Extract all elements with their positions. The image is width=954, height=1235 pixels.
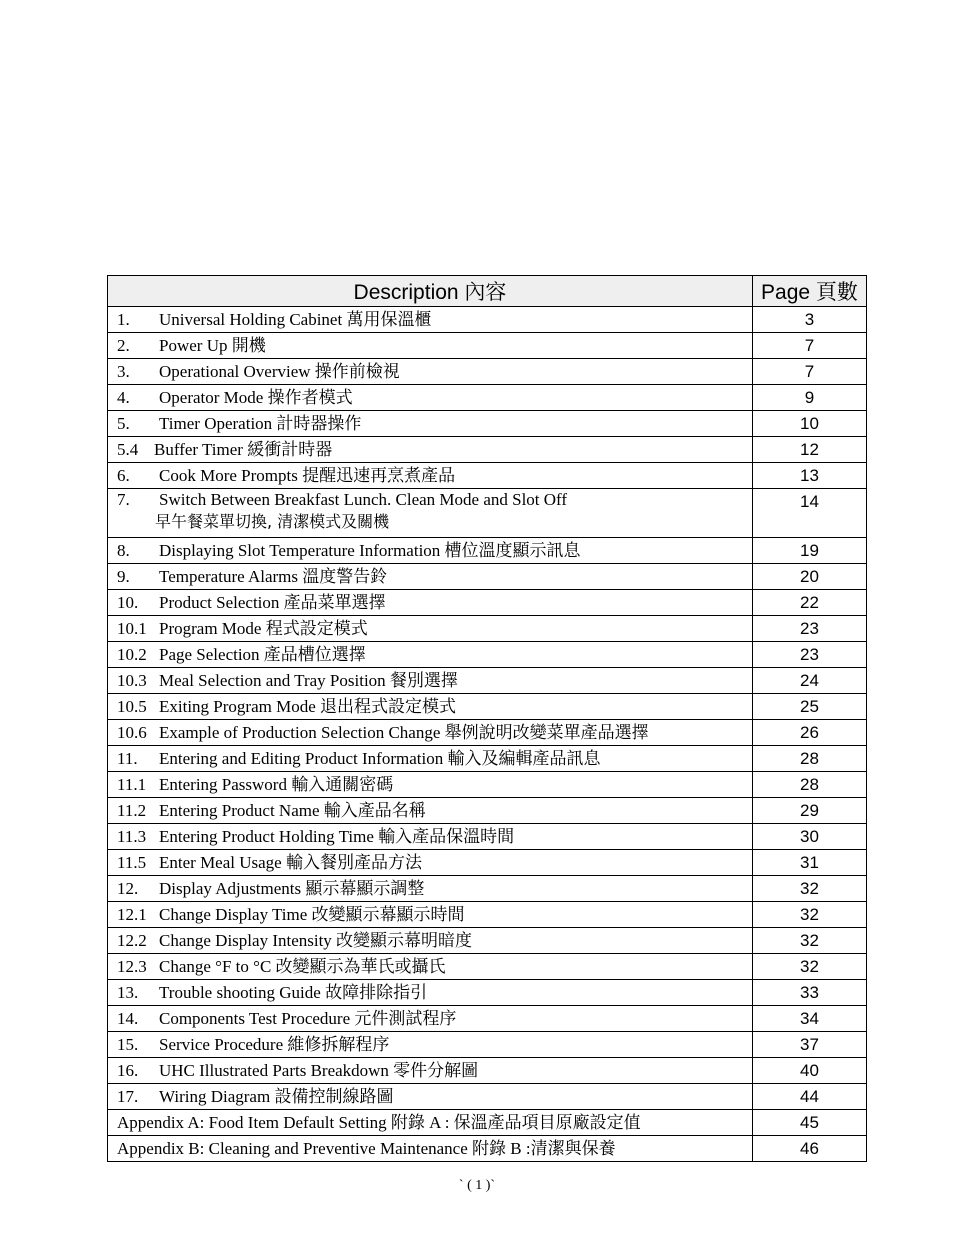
toc-entry-description bbox=[108, 668, 753, 694]
table-row bbox=[108, 333, 867, 359]
toc-entry-title: Change Display Time 改變顯示幕顯示時間 bbox=[159, 904, 465, 924]
toc-entry-title: Entering and Editing Product Information 輸入及編輯產品訊息 bbox=[159, 748, 601, 768]
toc-entry-description bbox=[108, 746, 753, 772]
toc-entry-number: 16. bbox=[117, 1060, 139, 1080]
table-row bbox=[108, 798, 867, 824]
table-row bbox=[108, 1058, 867, 1084]
toc-entry-title: Entering Product Name 輸入產品名稱 bbox=[159, 800, 426, 820]
toc-entry-page: 23 bbox=[753, 642, 867, 668]
toc-entry-title-continued: 早午餐菜單切換, 清潔模式及關機 bbox=[155, 512, 390, 531]
toc-entry-number: 11.3 bbox=[117, 826, 147, 846]
toc-entry-page: 46 bbox=[753, 1136, 867, 1162]
toc-entry-title: Enter Meal Usage 輸入餐別產品方法 bbox=[159, 852, 422, 872]
table-row bbox=[108, 590, 867, 616]
toc-entry-description bbox=[108, 694, 753, 720]
toc-entry-number: 10.2 bbox=[117, 644, 147, 664]
toc-entry-page: 30 bbox=[753, 824, 867, 850]
toc-entry-number: 10. bbox=[117, 592, 139, 612]
toc-entry-number: 7. bbox=[117, 490, 130, 509]
toc-entry-title: Meal Selection and Tray Position 餐別選擇 bbox=[159, 670, 458, 690]
toc-entry-description bbox=[108, 928, 753, 954]
toc-entry-page: 32 bbox=[753, 954, 867, 980]
toc-entry-number: 9. bbox=[117, 566, 130, 586]
toc-entry-number: 1. bbox=[117, 309, 130, 329]
toc-entry-page: 7 bbox=[753, 333, 867, 359]
toc-entry-number: 12.2 bbox=[117, 930, 147, 950]
toc-entry-number: 10.6 bbox=[117, 722, 147, 742]
toc-entry-number: 5.4 bbox=[117, 439, 139, 459]
toc-entry-description bbox=[108, 538, 753, 564]
table-row bbox=[108, 746, 867, 772]
table-row bbox=[108, 616, 867, 642]
toc-entry-title: Exiting Program Mode 退出程式設定模式 bbox=[159, 696, 457, 716]
table-row bbox=[108, 1032, 867, 1058]
table-row bbox=[108, 902, 867, 928]
toc-entry-title: Trouble shooting Guide 故障排除指引 bbox=[159, 982, 428, 1002]
toc-entry-page: 32 bbox=[753, 928, 867, 954]
table-row bbox=[108, 463, 867, 489]
toc-entry-description bbox=[108, 954, 753, 980]
toc-entry-number: 11.5 bbox=[117, 852, 147, 872]
toc-entry-number: 10.1 bbox=[117, 618, 147, 638]
table-row bbox=[108, 928, 867, 954]
toc-entry-title: UHC Illustrated Parts Breakdown 零件分解圖 bbox=[159, 1060, 479, 1080]
toc-entry-page: 44 bbox=[753, 1084, 867, 1110]
page-number: ` ( 1 )` bbox=[458, 1178, 496, 1193]
toc-body bbox=[108, 307, 867, 1162]
table-row bbox=[108, 694, 867, 720]
toc-entry-page: 3 bbox=[753, 307, 867, 333]
toc-entry-number: 6. bbox=[117, 465, 130, 485]
table-row bbox=[108, 954, 867, 980]
toc-entry-description bbox=[108, 1136, 753, 1162]
toc-entry-title: Appendix A: Food Item Default Setting 附錄 A : 保溫產品項目原廠設定值 bbox=[117, 1112, 641, 1132]
toc-entry-title: Entering Password 輸入通關密碼 bbox=[159, 774, 394, 794]
toc-entry-page: 28 bbox=[753, 746, 867, 772]
toc-entry-title: Power Up 開機 bbox=[159, 335, 266, 355]
toc-entry-number: 12.1 bbox=[117, 904, 147, 924]
table-row bbox=[108, 307, 867, 333]
toc-entry-description bbox=[108, 489, 753, 538]
table-row bbox=[108, 538, 867, 564]
toc-entry-page: 24 bbox=[753, 668, 867, 694]
toc-entry-description bbox=[108, 411, 753, 437]
toc-entry-page: 34 bbox=[753, 1006, 867, 1032]
toc-entry-number: 11. bbox=[117, 748, 138, 768]
toc-entry-page: 31 bbox=[753, 850, 867, 876]
table-of-contents bbox=[107, 275, 867, 1162]
toc-entry-number: 4. bbox=[117, 387, 130, 407]
toc-entry-description bbox=[108, 642, 753, 668]
toc-entry-page: 13 bbox=[753, 463, 867, 489]
toc-entry-number: 17. bbox=[117, 1086, 139, 1106]
toc-entry-number: 11.2 bbox=[117, 800, 147, 820]
toc-entry-description bbox=[108, 1110, 753, 1136]
toc-entry-title: Appendix B: Cleaning and Preventive Maintenance 附錄 B :清潔與保養 bbox=[117, 1138, 616, 1158]
toc-entry-title: Operational Overview 操作前檢視 bbox=[159, 361, 400, 381]
toc-entry-number: 14. bbox=[117, 1008, 139, 1028]
table-row bbox=[108, 1084, 867, 1110]
table-row bbox=[108, 385, 867, 411]
toc-entry-page: 23 bbox=[753, 616, 867, 642]
toc-entry-page: 32 bbox=[753, 876, 867, 902]
toc-entry-description bbox=[108, 333, 753, 359]
toc-entry-page: 19 bbox=[753, 538, 867, 564]
toc-entry-description bbox=[108, 1084, 753, 1110]
toc-entry-page: 25 bbox=[753, 694, 867, 720]
toc-entry-description bbox=[108, 564, 753, 590]
toc-entry-title: Buffer Timer 緩衝計時器 bbox=[154, 439, 333, 459]
page-header: Page 頁數 bbox=[753, 276, 867, 307]
toc-entry-title: Timer Operation 計時器操作 bbox=[159, 413, 362, 433]
toc-entry-description bbox=[108, 824, 753, 850]
toc-entry-description bbox=[108, 590, 753, 616]
toc-entry-title: Product Selection 產品菜單選擇 bbox=[159, 592, 386, 612]
toc-entry-number: 10.5 bbox=[117, 696, 147, 716]
toc-entry-number: 12.3 bbox=[117, 956, 147, 976]
toc-entry-description bbox=[108, 616, 753, 642]
toc-entry-page: 14 bbox=[753, 489, 867, 538]
toc-entry-description bbox=[108, 980, 753, 1006]
toc-entry-page: 10 bbox=[753, 411, 867, 437]
table-row bbox=[108, 980, 867, 1006]
toc-header-row bbox=[108, 276, 867, 307]
toc-entry-number: 11.1 bbox=[117, 774, 147, 794]
toc-entry-page: 22 bbox=[753, 590, 867, 616]
toc-entry-description bbox=[108, 307, 753, 333]
toc-entry-number: 5. bbox=[117, 413, 130, 433]
toc-entry-title: Wiring Diagram 設備控制線路圖 bbox=[159, 1086, 394, 1106]
table-row bbox=[108, 642, 867, 668]
toc-entry-description bbox=[108, 720, 753, 746]
table-row bbox=[108, 824, 867, 850]
table-row bbox=[108, 720, 867, 746]
toc-entry-page: 7 bbox=[753, 359, 867, 385]
toc-entry-number: 10.3 bbox=[117, 670, 147, 690]
toc-entry-title: Operator Mode 操作者模式 bbox=[159, 387, 353, 407]
toc-entry-page: 40 bbox=[753, 1058, 867, 1084]
toc-entry-title: Page Selection 產品槽位選擇 bbox=[159, 644, 366, 664]
toc-entry-title: Switch Between Breakfast Lunch. Clean Mode and Slot Off bbox=[159, 490, 568, 509]
table-row bbox=[108, 411, 867, 437]
toc-entry-page: 33 bbox=[753, 980, 867, 1006]
table-row bbox=[108, 772, 867, 798]
toc-entry-page: 20 bbox=[753, 564, 867, 590]
table-row bbox=[108, 1110, 867, 1136]
toc-entry-title: Change °F to °C 改變顯示為華氏或攝氏 bbox=[159, 956, 446, 976]
toc-entry-description bbox=[108, 850, 753, 876]
toc-entry-title: Change Display Intensity 改變顯示幕明暗度 bbox=[159, 930, 473, 950]
toc-entry-description bbox=[108, 359, 753, 385]
table-row bbox=[108, 1136, 867, 1162]
toc-entry-title: Example of Production Selection Change 舉例說明改變菜單產品選擇 bbox=[159, 722, 649, 742]
toc-entry-description bbox=[108, 876, 753, 902]
toc-entry-description bbox=[108, 798, 753, 824]
table-row bbox=[108, 1006, 867, 1032]
toc-entry-description bbox=[108, 1032, 753, 1058]
toc-entry-title: Service Procedure 維修拆解程序 bbox=[159, 1034, 390, 1054]
toc-entry-number: 12. bbox=[117, 878, 139, 898]
toc-entry-title: Universal Holding Cabinet 萬用保溫櫃 bbox=[159, 309, 432, 329]
toc-entry-page: 29 bbox=[753, 798, 867, 824]
toc-entry-page: 9 bbox=[753, 385, 867, 411]
toc-entry-description bbox=[108, 463, 753, 489]
description-header: Description 內容 bbox=[108, 276, 753, 307]
toc-entry-page: 32 bbox=[753, 902, 867, 928]
toc-entry-title: Temperature Alarms 溫度警告鈴 bbox=[159, 566, 388, 586]
toc-entry-number: 15. bbox=[117, 1034, 139, 1054]
toc-entry-page: 37 bbox=[753, 1032, 867, 1058]
toc-entry-title: Displaying Slot Temperature Information 槽位溫度顯示訊息 bbox=[159, 540, 581, 560]
toc-entry-title: Display Adjustments 顯示幕顯示調整 bbox=[159, 878, 425, 898]
toc-entry-title: Program Mode 程式設定模式 bbox=[159, 618, 368, 638]
toc-entry-description bbox=[108, 1006, 753, 1032]
toc-entry-title: Cook More Prompts 提醒迅速再烹煮產品 bbox=[159, 465, 456, 485]
toc-entry-description bbox=[108, 772, 753, 798]
toc-entry-number: 3. bbox=[117, 361, 130, 381]
toc-entry-number: 13. bbox=[117, 982, 139, 1002]
toc-entry-title: Components Test Procedure 元件測試程序 bbox=[159, 1008, 457, 1028]
table-row bbox=[108, 437, 867, 463]
toc-entry-description bbox=[108, 437, 753, 463]
table-row bbox=[108, 489, 867, 538]
toc-entry-description bbox=[108, 385, 753, 411]
toc-entry-page: 12 bbox=[753, 437, 867, 463]
table-row bbox=[108, 668, 867, 694]
toc-entry-title: Entering Product Holding Time 輸入產品保溫時間 bbox=[159, 826, 515, 846]
toc-entry-number: 8. bbox=[117, 540, 130, 560]
table-row bbox=[108, 876, 867, 902]
table-row bbox=[108, 850, 867, 876]
toc-entry-page: 45 bbox=[753, 1110, 867, 1136]
toc-entry-page: 26 bbox=[753, 720, 867, 746]
toc-entry-description bbox=[108, 902, 753, 928]
table-row bbox=[108, 359, 867, 385]
toc-entry-page: 28 bbox=[753, 772, 867, 798]
toc-entry-number: 2. bbox=[117, 335, 130, 355]
table-row bbox=[108, 564, 867, 590]
toc-entry-description bbox=[108, 1058, 753, 1084]
